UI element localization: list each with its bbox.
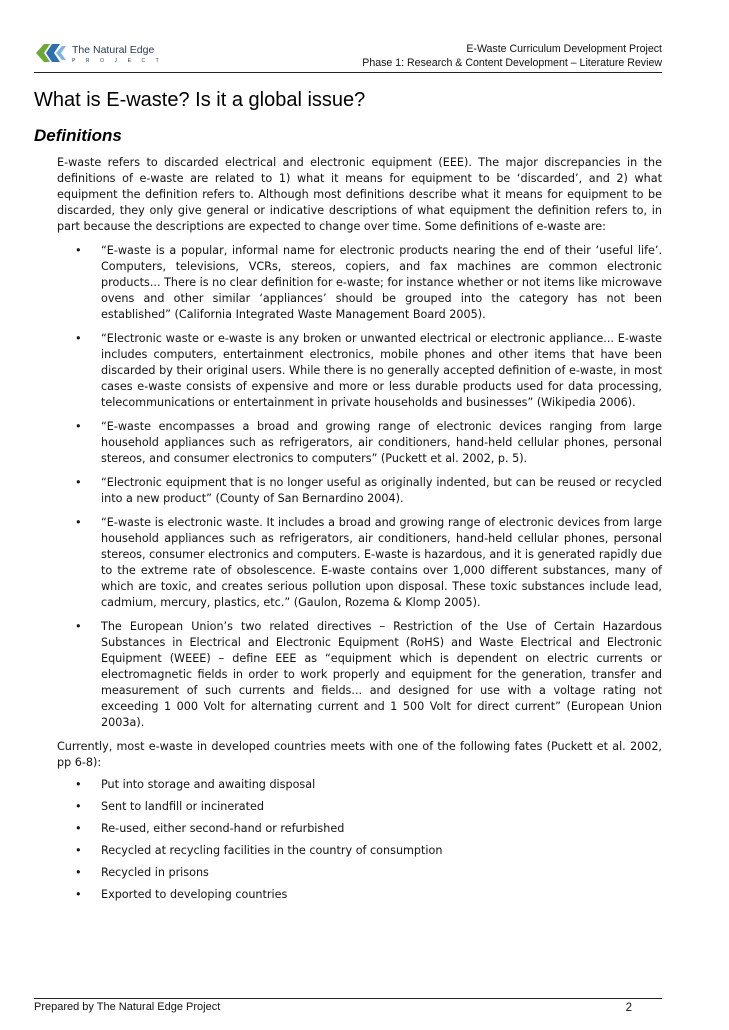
body-content (57, 155, 662, 909)
list-item (57, 331, 662, 411)
logo-name: The Natural Edge (72, 44, 155, 56)
list-item (57, 821, 662, 837)
footer-rule (34, 998, 662, 999)
bullet-icon: • (75, 866, 82, 879)
fate-text: Sent to landfill or incinerated (101, 800, 265, 813)
bullet-icon: • (75, 888, 82, 901)
project-title: E-Waste Curriculum Development Project (466, 43, 662, 55)
section-heading: Definitions (34, 126, 122, 145)
logo-mark-icon (34, 38, 68, 68)
definition-text: “E-waste encompasses a broad and growing range of electronic devices ranging from large household appliances such as refrigerators, air conditioners, hand-held cellular phones, personal stereos, and consumer electronics to computers” (Puckett et al. 2002, p. 5). (101, 420, 662, 465)
list-item (57, 515, 662, 611)
footer-credit: Prepared by The Natural Edge Project (34, 1001, 221, 1013)
definition-text: “E-waste is electronic waste. It includes a broad and growing range of electronic devices from large household appliances such as refrigerators, air conditioners, hand-held cellular phones, personal stereos, consumer electronics and computers. E-waste is hazardous, and it is generated rapidly due to the extreme rate of obsolescence. E-waste contains over 1,000 different substances, many of which are toxic, and creates serious pollution upon disposal. These toxic substances include lead, cadmium, mercury, plastics, etc.” (Gaulon, Rozema & Klomp 2005). (101, 516, 662, 609)
bullet-icon: • (75, 476, 82, 489)
bullet-icon: • (75, 844, 82, 857)
list-item (57, 777, 662, 793)
bullet-icon: • (75, 332, 82, 345)
list-item (57, 475, 662, 507)
bullet-icon: • (75, 620, 82, 633)
page-footer (34, 998, 662, 1014)
fate-text: Put into storage and awaiting disposal (101, 778, 316, 791)
page-number: 2 (625, 1002, 632, 1014)
list-item (57, 243, 662, 323)
fate-text: Recycled in prisons (101, 866, 209, 879)
logo-tagline: P R O J E C T (72, 58, 164, 64)
fate-text: Re-used, either second-hand or refurbished (101, 822, 345, 835)
list-item (57, 419, 662, 467)
bullet-icon: • (75, 800, 82, 813)
definition-text: “Electronic waste or e-waste is any broken or unwanted electrical or electronic appliance... E-waste includes computers, entertainment electronics, mobile phones and other items that have been discarded by their original users. While there is no generally accepted definition of e-waste, in most cases e-waste consists of expensive and more or less durable products used for data processing, telecommunications or entertainment in private households and businesses” (Wikipedia 2006). (101, 332, 662, 409)
intro-paragraph: E-waste refers to discarded electrical and electronic equipment (EEE). The major discrepancies in the definitions of e-waste are related to 1) what it means for equipment to be ‘discarded’, and 2) what equipment the definition refers to. Although most definitions describe what it means for equipment to be discarded, they only give general or indicative descriptions of what equipment the definition refers to, in part because the descriptions are expected to change over time. Some definitions of e-waste are: (57, 156, 662, 233)
definitions-list (57, 243, 662, 731)
header-project-info (362, 42, 662, 70)
list-item (57, 865, 662, 881)
definition-text: The European Union’s two related directives – Restriction of the Use of Certain Hazardous Substances in Electrical and Electronic Equipment (RoHS) and Waste Electrical and Electronic Equipment (WEEE) – define EEE as “equipment which is dependent on electric currents or electromagnetic fields in order to work properly and equipment for the generation, transfer and measurement of such currents and fields... and designed for use with a voltage rating not exceeding 1 000 Volt for alternating current and 1 500 Volt for direct current” (European Union 2003a). (101, 620, 662, 729)
bullet-icon: • (75, 516, 82, 529)
definition-text: “E-waste is a popular, informal name for electronic products nearing the end of their ‘useful life’. Computers, televisions, VCRs, stereos, copiers, and fax machines are common electronic products... There is no clear definition for e-waste; for instance whether or not items like microwave ovens and other similar ‘appliances’ should be grouped into the category has not been established” (California Integrated Waste Management Board 2005). (101, 244, 662, 321)
fates-intro-paragraph: Currently, most e-waste in developed countries meets with one of the following fates (Puckett et al. 2002, pp 6-8): (57, 740, 662, 769)
list-item (57, 619, 662, 731)
bullet-icon: • (75, 822, 82, 835)
project-phase: Phase 1: Research & Content Development – Literature Review (362, 57, 662, 69)
list-item (57, 887, 662, 903)
bullet-icon: • (75, 778, 82, 791)
page-title: What is E-waste? Is it a global issue? (34, 89, 366, 111)
bullet-icon: • (75, 420, 82, 433)
fates-list (57, 777, 662, 903)
fate-text: Recycled at recycling facilities in the country of consumption (101, 844, 443, 857)
bullet-icon: • (75, 244, 82, 257)
page-header (34, 36, 662, 72)
definition-text: “Electronic equipment that is no longer useful as originally indented, but can be reused or recycled into a new product” (County of San Bernardino 2004). (101, 476, 662, 505)
natural-edge-logo (34, 38, 174, 68)
header-rule (34, 72, 662, 73)
list-item (57, 843, 662, 859)
fate-text: Exported to developing countries (101, 888, 288, 901)
list-item (57, 799, 662, 815)
